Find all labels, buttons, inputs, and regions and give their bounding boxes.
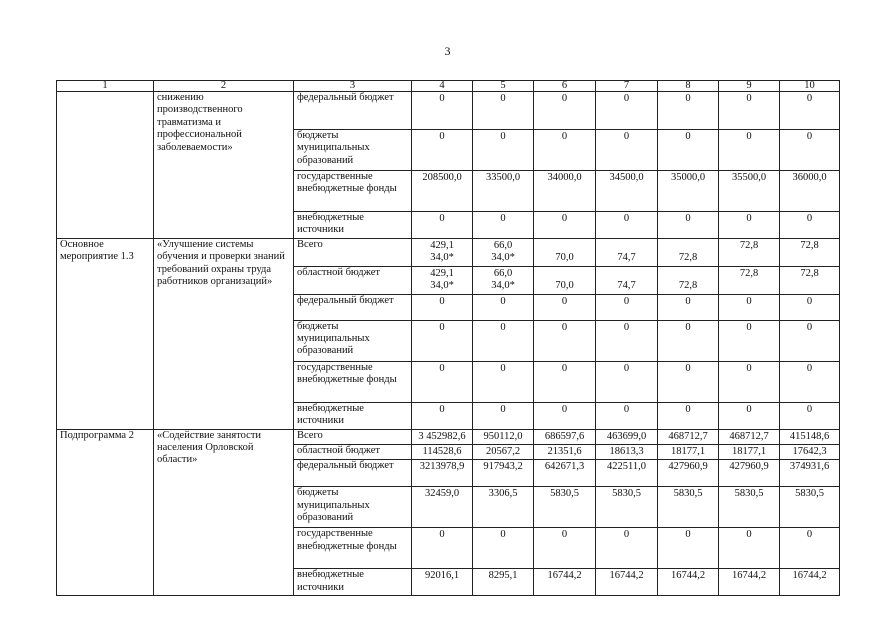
value-cell: 92016,1 <box>412 569 473 596</box>
header-cell: 6 <box>534 81 596 92</box>
funding-source: областной бюджет <box>294 266 412 294</box>
value-cell: 0 <box>658 92 719 130</box>
value-cell: 8295,1 <box>473 569 534 596</box>
value-cell: 0 <box>719 528 780 569</box>
value-line: 72,8 <box>739 267 759 279</box>
value-cell: 468712,7 <box>719 429 780 444</box>
value-cell: 0 <box>473 294 534 320</box>
value-cell: 0 <box>412 402 473 429</box>
value-cell: 34000,0 <box>534 171 596 212</box>
value-cell: 0 <box>596 212 658 239</box>
funding-source: государственные внебюджетные фонды <box>294 171 412 212</box>
value-cell: 0 <box>658 320 719 361</box>
value-cell: 36000,0 <box>780 171 840 212</box>
value-line: 66,0 <box>493 240 513 251</box>
header-cell: 8 <box>658 81 719 92</box>
value-cell: 0 <box>534 130 596 171</box>
value-cell: 0 <box>534 294 596 320</box>
value-cell: 0 <box>534 402 596 429</box>
value-cell: 0 <box>719 320 780 361</box>
value-cell: 35000,0 <box>658 171 719 212</box>
value-cell: 3213978,9 <box>412 460 473 487</box>
value-cell <box>658 239 719 267</box>
value-cell <box>780 239 840 267</box>
value-cell: 0 <box>719 92 780 130</box>
header-cell: 3 <box>294 81 412 92</box>
header-cell: 7 <box>596 81 658 92</box>
value-cell: 3306,5 <box>473 487 534 528</box>
funding-source: областной бюджет <box>294 445 412 460</box>
value-cell: 18613,3 <box>596 445 658 460</box>
value-cell: 18177,1 <box>658 445 719 460</box>
header-row <box>57 81 840 92</box>
header-cell: 4 <box>412 81 473 92</box>
value-cell: 0 <box>412 294 473 320</box>
value-cell: 0 <box>473 130 534 171</box>
funding-source: федеральный бюджет <box>294 294 412 320</box>
value-line: 72,8 <box>678 280 698 292</box>
value-cell: 114528,6 <box>412 445 473 460</box>
funding-source: Всего <box>294 239 412 267</box>
value-cell <box>780 266 840 294</box>
value-cell: 0 <box>473 92 534 130</box>
value-cell: 374931,6 <box>780 460 840 487</box>
value-cell <box>412 266 473 294</box>
funding-source: федеральный бюджет <box>294 460 412 487</box>
value-cell: 5830,5 <box>596 487 658 528</box>
value-cell: 20567,2 <box>473 445 534 460</box>
value-line <box>535 240 594 252</box>
value-cell: 16744,2 <box>780 569 840 596</box>
value-cell <box>719 239 780 267</box>
value-line: 34,0* <box>430 280 454 292</box>
value-cell: 5830,5 <box>719 487 780 528</box>
value-cell <box>412 239 473 267</box>
value-cell: 0 <box>658 294 719 320</box>
value-cell: 16744,2 <box>658 569 719 596</box>
value-cell <box>534 266 596 294</box>
value-cell: 0 <box>780 92 840 130</box>
funding-source: внебюджетные источники <box>294 402 412 429</box>
value-line: 429,1 <box>430 267 454 279</box>
value-cell <box>473 266 534 294</box>
value-line <box>659 240 717 252</box>
header-cell: 9 <box>719 81 780 92</box>
funding-source: внебюджетные источники <box>294 569 412 596</box>
value-line: 429,1 <box>430 240 454 251</box>
value-cell: 17642,3 <box>780 445 840 460</box>
value-cell: 0 <box>596 92 658 130</box>
value-cell: 0 <box>473 212 534 239</box>
funding-source: внебюджетные источники <box>294 212 412 239</box>
value-cell: 34500,0 <box>596 171 658 212</box>
header-cell: 5 <box>473 81 534 92</box>
section-label-cell <box>57 92 154 239</box>
value-cell: 0 <box>658 130 719 171</box>
value-cell: 642671,3 <box>534 460 596 487</box>
value-cell: 0 <box>534 528 596 569</box>
value-line: 70,0 <box>555 252 574 264</box>
value-line <box>597 240 656 252</box>
funding-source: бюджеты муниципальных образований <box>294 130 412 171</box>
value-line: 72,8 <box>800 267 819 279</box>
value-cell: 0 <box>780 402 840 429</box>
funding-source: федеральный бюджет <box>294 92 412 130</box>
value-cell: 0 <box>596 294 658 320</box>
value-cell <box>658 266 719 294</box>
header-cell: 2 <box>154 81 294 92</box>
value-line: 70,0 <box>555 280 574 292</box>
value-cell <box>473 239 534 267</box>
value-cell: 0 <box>412 528 473 569</box>
value-cell: 950112,0 <box>473 429 534 444</box>
section-title: снижению производственного травматизма и профессиональной заболеваемости» <box>154 92 294 239</box>
value-cell: 0 <box>412 212 473 239</box>
value-cell: 33500,0 <box>473 171 534 212</box>
budget-table <box>56 80 840 596</box>
value-cell <box>596 239 658 267</box>
table-row <box>57 239 840 267</box>
value-cell: 18177,1 <box>719 445 780 460</box>
value-line: 66,0 <box>493 267 513 279</box>
value-cell: 0 <box>473 528 534 569</box>
value-cell: 0 <box>473 320 534 361</box>
value-cell: 0 <box>719 130 780 171</box>
value-cell: 3 452982,6 <box>412 429 473 444</box>
value-cell: 0 <box>596 320 658 361</box>
funding-source: государственные внебюджетные фонды <box>294 528 412 569</box>
value-line: 72,8 <box>800 240 819 251</box>
value-cell: 0 <box>596 402 658 429</box>
funding-source: Всего <box>294 429 412 444</box>
value-cell: 0 <box>412 92 473 130</box>
header-cell: 1 <box>57 81 154 92</box>
value-cell: 0 <box>473 402 534 429</box>
value-cell: 16744,2 <box>719 569 780 596</box>
value-cell: 5830,5 <box>534 487 596 528</box>
value-cell: 0 <box>412 361 473 402</box>
value-cell: 0 <box>534 212 596 239</box>
value-cell: 0 <box>596 361 658 402</box>
value-cell: 427960,9 <box>658 460 719 487</box>
value-line: 74,7 <box>617 252 636 264</box>
value-cell: 0 <box>719 402 780 429</box>
value-cell: 5830,5 <box>780 487 840 528</box>
value-cell: 415148,6 <box>780 429 840 444</box>
value-cell: 0 <box>534 361 596 402</box>
funding-source: бюджеты муниципальных образований <box>294 487 412 528</box>
value-line <box>535 268 594 280</box>
value-cell: 686597,6 <box>534 429 596 444</box>
value-cell: 463699,0 <box>596 429 658 444</box>
value-cell: 0 <box>780 294 840 320</box>
value-cell: 917943,2 <box>473 460 534 487</box>
value-cell: 0 <box>412 130 473 171</box>
value-line: 34,0* <box>491 252 515 264</box>
value-cell: 0 <box>780 528 840 569</box>
value-cell: 0 <box>534 92 596 130</box>
value-cell: 16744,2 <box>596 569 658 596</box>
table-row <box>57 92 840 130</box>
section-title: «Улучшение системы обучения и проверки знаний требований охраны труда работников организаций» <box>154 239 294 430</box>
value-cell: 0 <box>780 212 840 239</box>
value-cell: 21351,6 <box>534 445 596 460</box>
value-line: 72,8 <box>678 252 698 264</box>
header-cell: 10 <box>780 81 840 92</box>
value-cell: 0 <box>534 320 596 361</box>
value-cell: 208500,0 <box>412 171 473 212</box>
value-line <box>659 268 717 280</box>
value-cell: 0 <box>780 361 840 402</box>
value-cell: 0 <box>780 130 840 171</box>
value-cell: 468712,7 <box>658 429 719 444</box>
value-cell: 16744,2 <box>534 569 596 596</box>
value-cell <box>596 266 658 294</box>
value-cell: 5830,5 <box>658 487 719 528</box>
section-label: Основное мероприятие 1.3 <box>57 239 154 430</box>
funding-source: государственные внебюджетные фонды <box>294 361 412 402</box>
value-cell: 32459,0 <box>412 487 473 528</box>
value-line: 34,0* <box>491 280 515 292</box>
section-label: Подпрограмма 2 <box>57 429 154 596</box>
value-cell: 0 <box>719 361 780 402</box>
value-cell: 0 <box>412 320 473 361</box>
value-line: 34,0* <box>430 252 454 264</box>
value-cell: 35500,0 <box>719 171 780 212</box>
value-cell: 0 <box>658 402 719 429</box>
table-row <box>57 429 840 444</box>
value-cell: 427960,9 <box>719 460 780 487</box>
value-cell: 0 <box>719 212 780 239</box>
value-line: 72,8 <box>739 240 759 251</box>
value-cell: 0 <box>658 361 719 402</box>
value-line: 74,7 <box>617 280 636 292</box>
funding-source: бюджеты муниципальных образований <box>294 320 412 361</box>
value-cell: 0 <box>658 212 719 239</box>
value-cell: 0 <box>596 528 658 569</box>
page-number: 3 <box>444 44 451 58</box>
value-cell <box>534 239 596 267</box>
value-cell: 0 <box>780 320 840 361</box>
value-cell <box>719 266 780 294</box>
value-cell: 0 <box>473 361 534 402</box>
section-title: «Содействие занятости населения Орловской области» <box>154 429 294 596</box>
value-cell: 0 <box>719 294 780 320</box>
value-line <box>597 268 656 280</box>
value-cell: 0 <box>596 130 658 171</box>
value-cell: 0 <box>658 528 719 569</box>
value-cell: 422511,0 <box>596 460 658 487</box>
